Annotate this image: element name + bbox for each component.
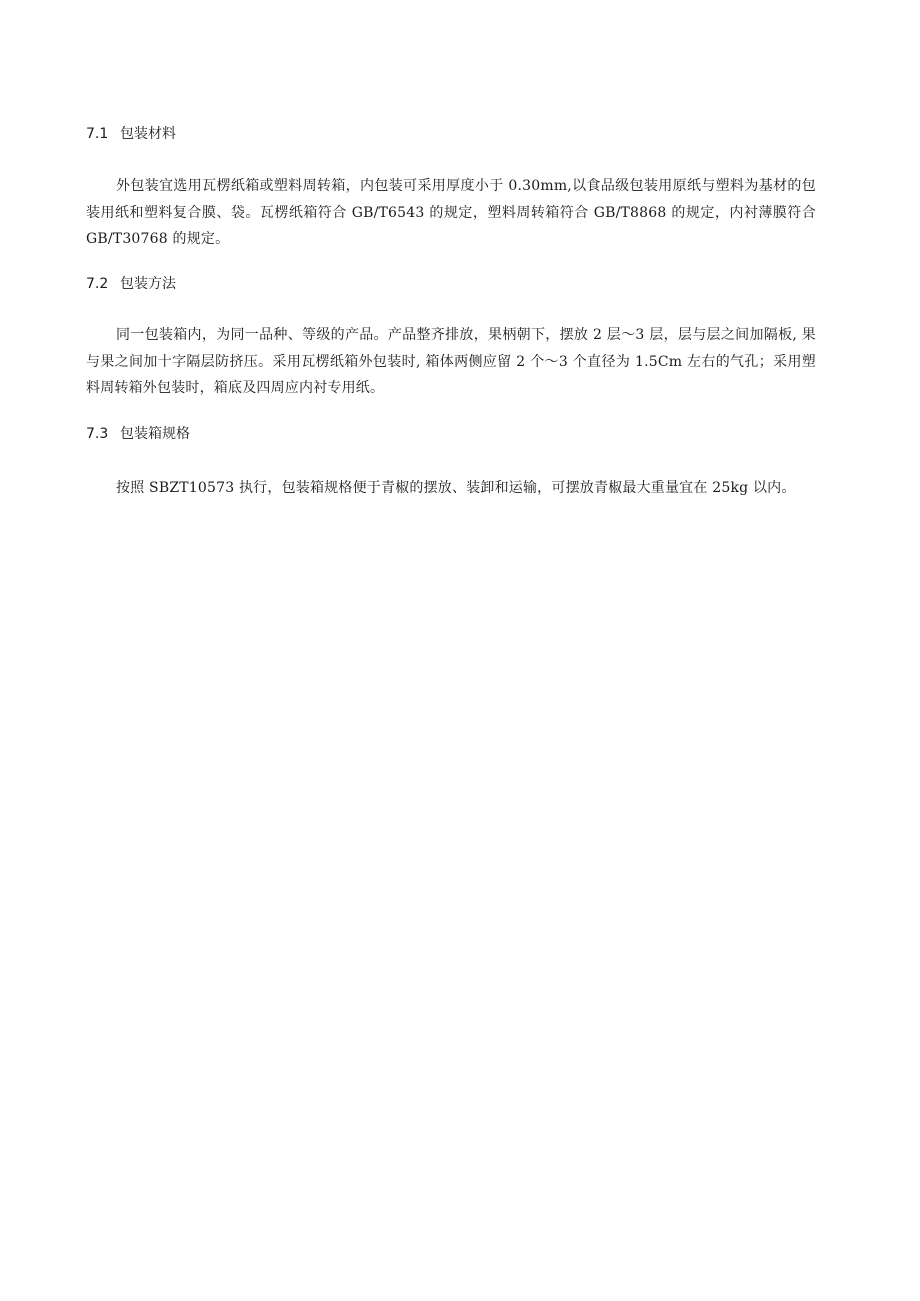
section-title: 包装方法 xyxy=(120,276,176,292)
section-number: 7.1 xyxy=(86,126,109,142)
section-title: 包装材料 xyxy=(120,126,176,142)
heading-7-1 xyxy=(86,124,826,144)
heading-7-3 xyxy=(86,424,826,444)
section-number: 7.2 xyxy=(86,276,109,292)
paragraph-7-3: 按照 SBZT10573 执行，包装箱规格便于青椒的摆放、装卸和运输，可摆放青椒最大重量宜在 25kg 以内。 xyxy=(116,480,796,496)
section-heading-7-1 xyxy=(86,124,826,144)
paragraph-7-1: 外包装宜选用瓦楞纸箱或塑料周转箱，内包装可采用厚度小于 0.30mm,以食品级包装用原纸与塑料为基材的包装用纸和塑料复合膜、袋。瓦楞纸箱符合 GB/T6543 的规定，塑料周转箱符合 GB/T8868 的规定，内衬薄膜符合 GB/T30768 的规定。 xyxy=(86,178,816,247)
section-heading-7-3 xyxy=(86,424,826,444)
section-title: 包装箱规格 xyxy=(120,426,190,442)
heading-7-2 xyxy=(86,274,826,294)
section-heading-7-2 xyxy=(86,274,826,294)
section-number: 7.3 xyxy=(86,426,109,442)
paragraph-7-2: 同一包装箱内，为同一品种、等级的产品。产品整齐排放，果柄朝下，摆放 2 层～3 层，层与层之间加隔板, 果与果之间加十字隔层防挤压。采用瓦楞纸箱外包装时, 箱体两侧应留 2 个～3 个直径为 1.5Cm 左右的气孔；采用塑料周转箱外包装时，箱底及四周应内衬专用纸。 xyxy=(86,327,816,396)
